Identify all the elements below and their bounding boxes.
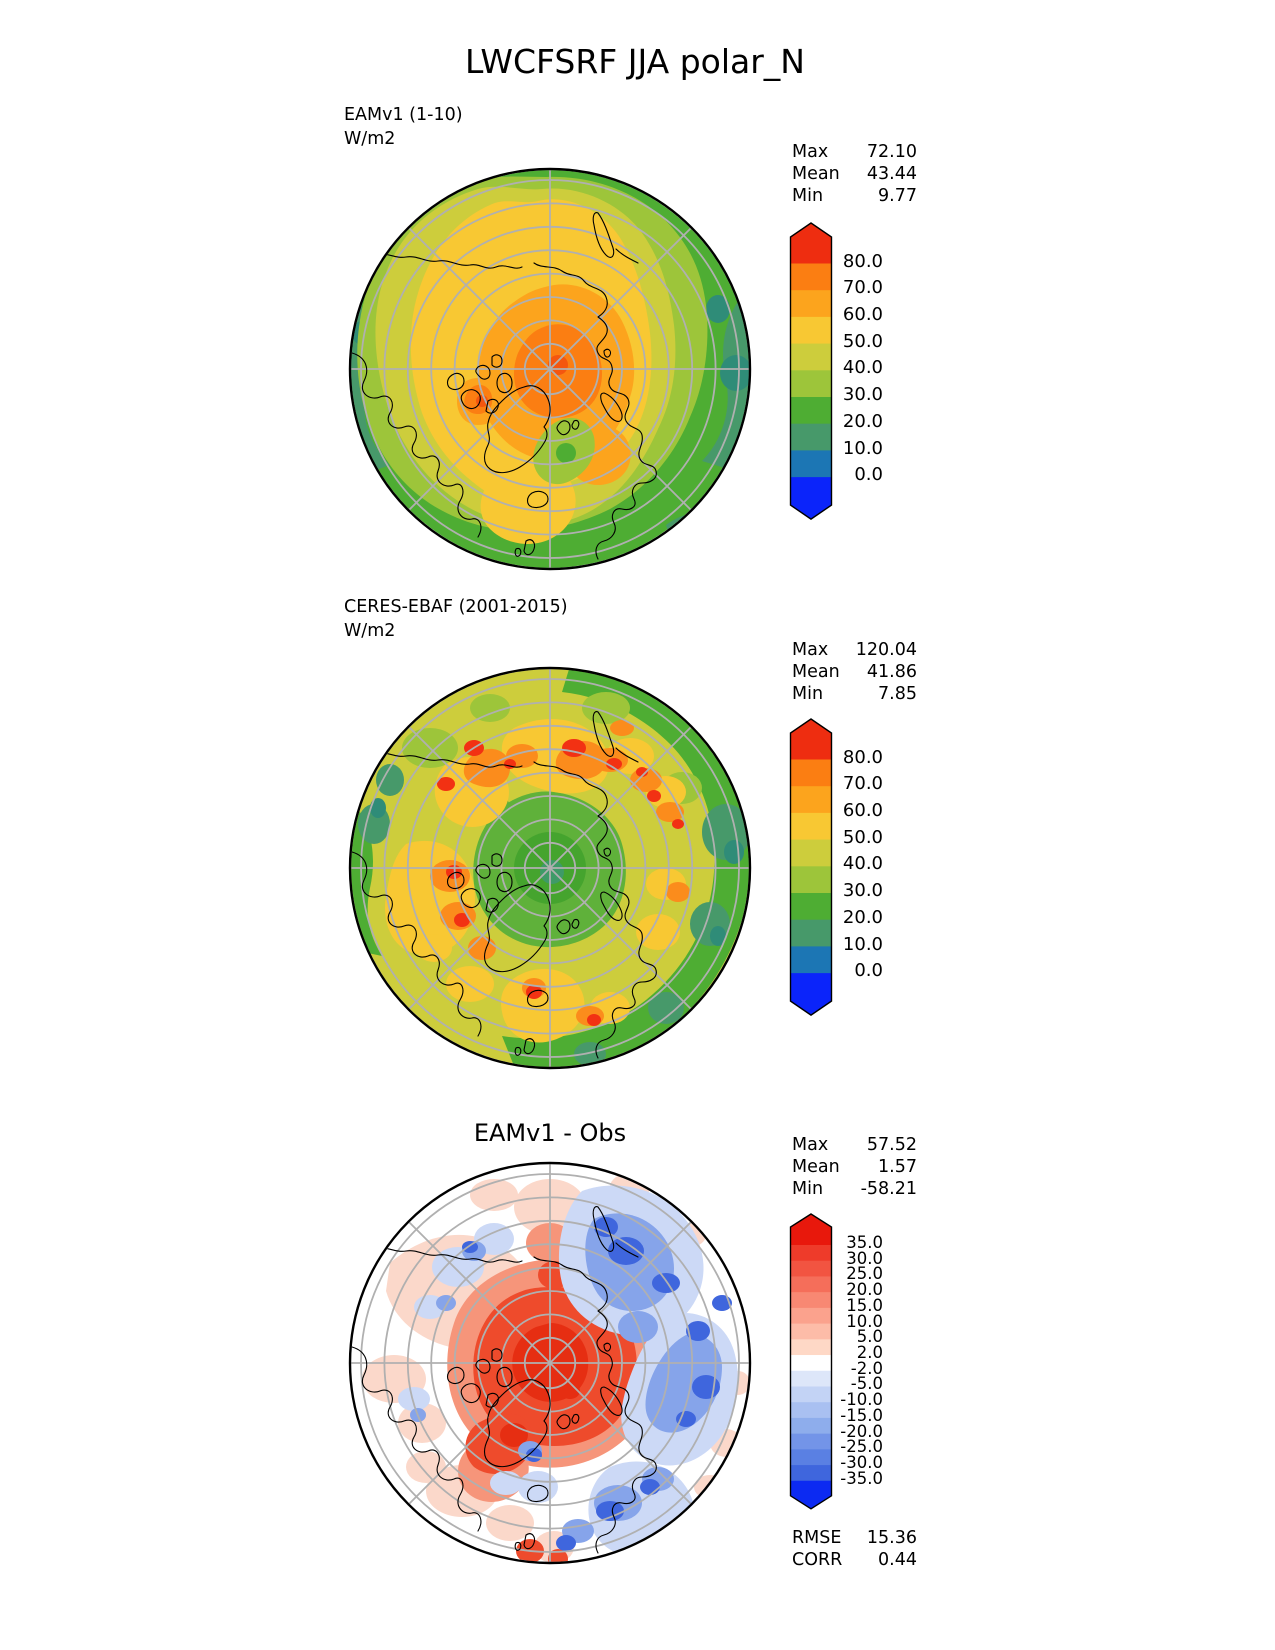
panel2-units: W/m2 <box>344 621 396 641</box>
panel3-stats <box>792 1134 917 1200</box>
map-eamv1 <box>344 163 756 575</box>
stat-row <box>792 185 917 207</box>
stat-value: 15.36 <box>866 1528 917 1548</box>
colorbar-tick-label: 15.0 <box>846 1295 883 1315</box>
colorbar-tick-label: 20.0 <box>842 906 883 928</box>
colorbar-tick-label: 20.0 <box>842 410 883 432</box>
stat-row <box>792 1178 917 1200</box>
figure-title: LWCFSRF JJA polar_N <box>464 42 805 81</box>
stat-value: 1.57 <box>878 1157 917 1177</box>
colorbar-tick-label: 80.0 <box>842 746 883 768</box>
colorbar-tick-label: 80.0 <box>842 250 883 272</box>
stat-row <box>792 683 917 705</box>
colorbar-tick-label: -20.0 <box>840 1421 883 1441</box>
panel1-stats <box>792 141 917 207</box>
stat-row <box>792 163 917 185</box>
stat-row <box>792 1134 917 1156</box>
colorbar-tick-label: 10.0 <box>842 437 883 459</box>
colorbar-tick-label: -15.0 <box>840 1405 883 1425</box>
colorbar-tick-label: 70.0 <box>842 277 883 299</box>
stat-value: 43.44 <box>866 164 917 184</box>
colorbar-gradient <box>789 718 835 1017</box>
stat-value: 120.04 <box>855 640 917 660</box>
colorbar-gradient <box>789 222 835 521</box>
stat-label: Min <box>792 186 824 206</box>
colorbar-tick-label: -25.0 <box>840 1437 883 1457</box>
colorbar-tick-label: 30.0 <box>846 1248 883 1268</box>
panel2-stats <box>792 639 917 705</box>
field-difference <box>350 1163 750 1569</box>
colorbar-tick-label: 10.0 <box>846 1311 883 1331</box>
colorbar-tick-label: 2.0 <box>856 1342 883 1362</box>
stat-value: 57.52 <box>866 1135 917 1155</box>
map-ceres-ebaf <box>344 662 756 1074</box>
colorbar-tick-label: 50.0 <box>842 826 883 848</box>
colorbar-tick-label: 70.0 <box>842 773 883 795</box>
stat-label: Mean <box>792 164 840 184</box>
colorbar-tick-label: 60.0 <box>842 800 883 821</box>
stat-row <box>792 661 917 683</box>
stat-row <box>792 1549 917 1571</box>
colorbar-tick-label: -2.0 <box>850 1358 883 1378</box>
colorbar-tick-label: 0.0 <box>854 464 883 486</box>
stat-label: Max <box>792 1135 829 1155</box>
stat-row <box>792 639 917 661</box>
colorbar-tick-label: 50.0 <box>842 330 883 352</box>
colorbar-tick-label: 20.0 <box>846 1280 883 1300</box>
panel2-dataset-name: CERES-EBAF (2001-2015) <box>344 597 568 617</box>
panel2-label <box>344 595 568 643</box>
colorbar-tick-label: 40.0 <box>842 853 883 875</box>
stat-label: Max <box>792 640 829 660</box>
colorbar-tick-label: 0.0 <box>854 960 883 982</box>
colorbar-tick-label: 35.0 <box>846 1232 883 1252</box>
colorbar-tick-label: 30.0 <box>842 384 883 406</box>
colorbar-tick-label: 25.0 <box>846 1264 883 1284</box>
panel3-title: EAMv1 - Obs <box>473 1119 627 1147</box>
panel3-skill-stats <box>792 1527 917 1571</box>
colorbar-tick-label: -30.0 <box>840 1453 883 1472</box>
stat-value: 72.10 <box>866 142 917 162</box>
stat-label: Max <box>792 142 829 162</box>
stat-row <box>792 1156 917 1178</box>
stat-label: Mean <box>792 1157 840 1177</box>
colorbar-gradient <box>789 1213 835 1510</box>
stat-label: Mean <box>792 662 840 682</box>
stat-label: Min <box>792 1179 824 1199</box>
stat-value: 0.44 <box>878 1550 917 1570</box>
colorbar-tick-label: 60.0 <box>842 304 883 325</box>
colorbar-tick-label: 10.0 <box>842 933 883 955</box>
colorbar-tick-label: 30.0 <box>842 880 883 902</box>
panel1-dataset-name: EAMv1 (1-10) <box>344 105 463 125</box>
panel1-units: W/m2 <box>344 129 396 149</box>
stat-value: 7.85 <box>878 684 917 704</box>
colorbar-tick-label: 40.0 <box>842 357 883 379</box>
stat-label: CORR <box>792 1550 843 1570</box>
colorbar-tick-label: 5.0 <box>856 1327 883 1347</box>
panel1-label <box>344 103 463 151</box>
colorbar-tick-label: -35.0 <box>840 1468 883 1488</box>
colorbar-tick-label: -10.0 <box>840 1390 883 1410</box>
stat-label: RMSE <box>792 1528 842 1548</box>
stat-row <box>792 1527 917 1549</box>
stat-label: Min <box>792 684 824 704</box>
colorbar-tick-label: -5.0 <box>850 1374 883 1394</box>
stat-value: 41.86 <box>866 662 917 682</box>
stat-row <box>792 141 917 163</box>
stat-value: -58.21 <box>860 1179 917 1199</box>
stat-value: 9.77 <box>878 186 917 206</box>
map-eamv1-minus-obs <box>344 1157 756 1569</box>
